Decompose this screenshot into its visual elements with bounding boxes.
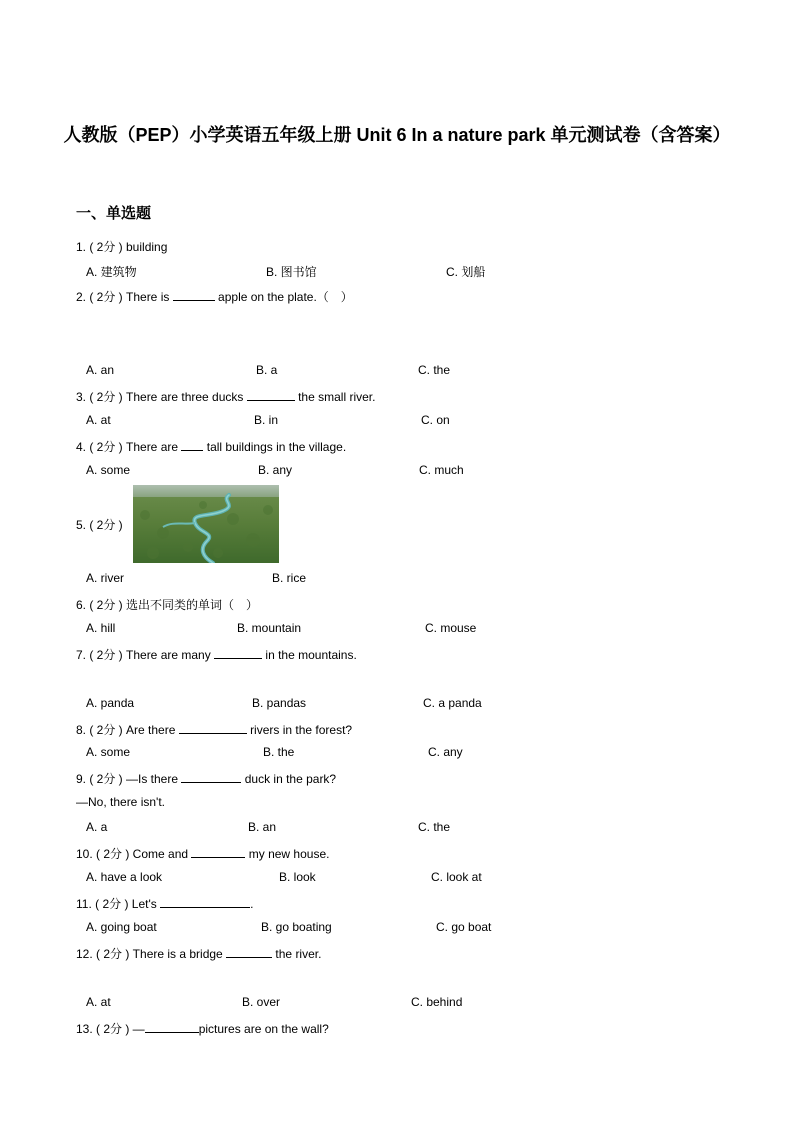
q8-option-a[interactable]: A. some xyxy=(86,745,131,759)
q12-option-a[interactable]: A. at xyxy=(86,995,111,1009)
question-1: 1. ( 2分 ) building xyxy=(76,240,168,254)
question-2: 2. ( 2分 ) There is apple on the plate.（ ） xyxy=(76,290,353,304)
q9-option-b[interactable]: B. an xyxy=(248,820,277,834)
answer-blank xyxy=(179,722,247,734)
q4-option-a[interactable]: A. some xyxy=(86,463,131,477)
q7-option-a[interactable]: A. panda xyxy=(86,696,135,710)
q8-option-b[interactable]: B. the xyxy=(263,745,295,759)
question-8: 8. ( 2分 ) Are there rivers in the forest? xyxy=(76,723,353,737)
question-4: 4. ( 2分 ) There are tall buildings in the village. xyxy=(76,440,347,454)
answer-blank xyxy=(145,1021,199,1033)
question-9: 9. ( 2分 ) —Is there duck in the park? xyxy=(76,772,337,786)
q10-option-a[interactable]: A. have a look xyxy=(86,870,163,884)
q4-option-b[interactable]: B. any xyxy=(258,463,293,477)
question-10: 10. ( 2分 ) Come and my new house. xyxy=(76,847,330,861)
q5-option-b[interactable]: B. rice xyxy=(272,571,307,585)
q2-option-a[interactable]: A. an xyxy=(86,363,115,377)
q3-option-c[interactable]: C. on xyxy=(421,413,450,427)
q1-option-b[interactable]: B. 图书馆 xyxy=(266,265,317,279)
question-12: 12. ( 2分 ) There is a bridge the river. xyxy=(76,947,322,961)
q1-option-a[interactable]: A. 建筑物 xyxy=(86,265,137,279)
q7-option-b[interactable]: B. pandas xyxy=(252,696,307,710)
q11-option-c[interactable]: C. go boat xyxy=(436,920,492,934)
section-heading: 一、单选题 xyxy=(76,205,152,222)
answer-blank xyxy=(160,896,250,908)
answer-blank xyxy=(214,647,262,659)
answer-blank xyxy=(181,439,203,451)
question-5: 5. ( 2分 ) xyxy=(76,518,123,532)
q6-option-a[interactable]: A. hill xyxy=(86,621,116,635)
q3-option-b[interactable]: B. in xyxy=(254,413,279,427)
river-aerial-photo xyxy=(133,485,279,563)
q12-option-c[interactable]: C. behind xyxy=(411,995,463,1009)
q10-option-c[interactable]: C. look at xyxy=(431,870,482,884)
q3-option-a[interactable]: A. at xyxy=(86,413,111,427)
q11-option-a[interactable]: A. going boat xyxy=(86,920,157,934)
page-title: 人教版（PEP）小学英语五年级上册 Unit 6 In a nature park 单元测试卷（含答案） xyxy=(63,125,731,145)
q6-option-c[interactable]: C. mouse xyxy=(425,621,477,635)
q9-option-a[interactable]: A. a xyxy=(86,820,108,834)
q5-option-a[interactable]: A. river xyxy=(86,571,125,585)
question-9-answer-line: —No, there isn't. xyxy=(76,795,165,809)
q10-option-b[interactable]: B. look xyxy=(279,870,316,884)
answer-blank xyxy=(181,771,241,783)
q2-option-c[interactable]: C. the xyxy=(418,363,451,377)
q8-option-c[interactable]: C. any xyxy=(428,745,463,759)
q9-option-c[interactable]: C. the xyxy=(418,820,451,834)
question-3: 3. ( 2分 ) There are three ducks the small river. xyxy=(76,390,376,404)
answer-blank xyxy=(191,846,245,858)
q2-option-b[interactable]: B. a xyxy=(256,363,278,377)
q11-option-b[interactable]: B. go boating xyxy=(261,920,332,934)
answer-blank xyxy=(173,289,215,301)
q12-option-b[interactable]: B. over xyxy=(242,995,281,1009)
q6-option-b[interactable]: B. mountain xyxy=(237,621,302,635)
question-13: 13. ( 2分 ) — pictures are on the wall? xyxy=(76,1022,329,1036)
question-7: 7. ( 2分 ) There are many in the mountains. xyxy=(76,648,357,662)
q1-option-c[interactable]: C. 划船 xyxy=(446,265,486,279)
q4-option-c[interactable]: C. much xyxy=(419,463,464,477)
answer-blank xyxy=(226,946,272,958)
question-6: 6. ( 2分 ) 选出不同类的单词（ ） xyxy=(76,598,259,612)
q7-option-c[interactable]: C. a panda xyxy=(423,696,482,710)
question-11: 11. ( 2分 ) Let's . xyxy=(76,897,254,911)
answer-blank xyxy=(247,389,295,401)
